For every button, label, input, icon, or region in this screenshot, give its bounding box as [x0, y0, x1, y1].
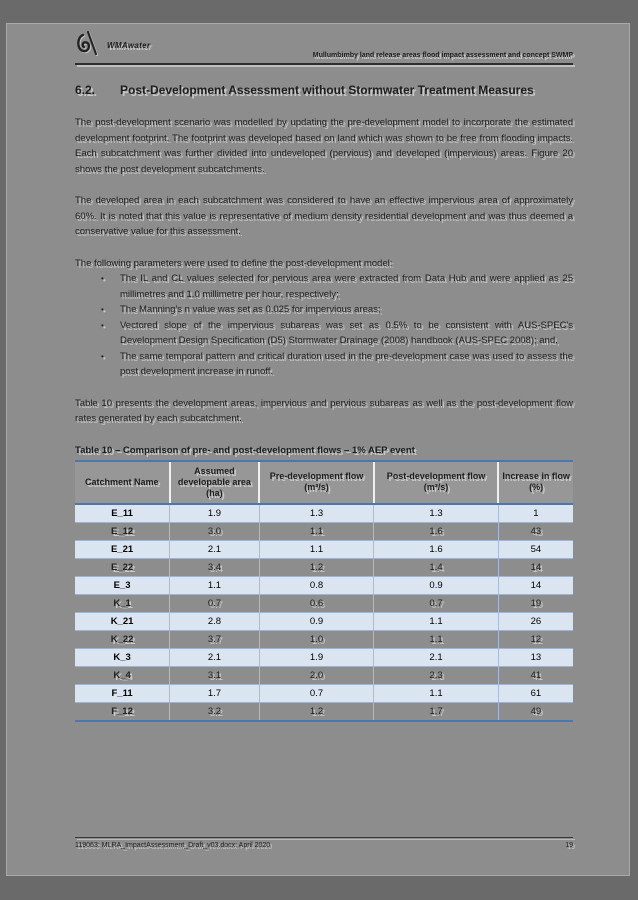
table-row [75, 576, 573, 594]
table-row [75, 666, 573, 684]
value-cell: 1.7 [170, 684, 260, 702]
column-header: Assumed developable area (ha) [170, 461, 260, 504]
wmawater-logo [75, 31, 150, 60]
value-cell: 1.2 [259, 702, 374, 721]
column-header: Pre-development flow (m³/s) [259, 461, 374, 504]
value-cell: 1.4 [374, 558, 499, 576]
table-header-row [75, 461, 573, 504]
section-title: Post-Development Assessment without Stormwater Treatment Measures [120, 83, 534, 97]
value-cell: 14 [498, 558, 573, 576]
value-cell: 1.1 [259, 522, 374, 540]
catchment-name-cell: E_22 [110, 561, 134, 573]
value-cell: 1.6 [374, 522, 499, 540]
value-cell: 1.2 [259, 558, 374, 576]
table-row [75, 612, 573, 630]
bullet-marker-icon: • [101, 351, 104, 361]
value-cell: 1.7 [374, 702, 499, 721]
value-cell: 3.2 [170, 702, 260, 721]
value-cell: 3.1 [170, 666, 260, 684]
value-cell: 26 [498, 612, 573, 630]
value-cell: 0.7 [374, 594, 499, 612]
value-cell: 2.0 [259, 666, 374, 684]
value-cell: 43 [498, 522, 573, 540]
value-cell: 1.3 [374, 504, 499, 523]
value-cell: 2.8 [170, 612, 260, 630]
catchment-name-cell: K_4 [113, 669, 131, 681]
bullet-marker-icon: • [101, 320, 104, 330]
value-cell: 41 [498, 666, 573, 684]
table-body [75, 504, 573, 721]
value-cell: 1.3 [259, 504, 374, 523]
value-cell: 1.9 [259, 648, 374, 666]
value-cell: 14 [498, 576, 573, 594]
page-footer [75, 837, 573, 850]
table-caption: Table 10 – Comparison of pre- and post-development flows – 1% AEP event [75, 444, 415, 456]
value-cell: 1.1 [170, 576, 260, 594]
catchment-name-cell: K_1 [113, 597, 131, 609]
paragraph-table-intro: Table 10 presents the development areas, impervious and pervious subareas as well as the post-development flow rates generated by each subcatchment. [75, 397, 573, 424]
value-cell: 0.7 [170, 594, 260, 612]
catchment-name-cell: E_12 [110, 525, 134, 537]
bullet-marker-icon: • [101, 305, 104, 314]
value-cell: 1.1 [374, 684, 499, 702]
footer-page-number: 19 [565, 842, 573, 849]
table-row [75, 648, 573, 666]
value-cell: 1.6 [374, 540, 499, 558]
paragraph-post-development-scenario: The post-development scenario was modelled by updating the pre-development model to incorporate the estimated development footprint. The footprint was developed based on land which was shown to be free from flooding impacts. Each subcatchment was further divided into undeveloped (pervious) and developed (impervious) areas. Figure 20 shows the post development subcatchments. [75, 117, 573, 175]
document-header-title: Mullumbimby land release areas flood impact assessment and concept SWMP [312, 52, 573, 59]
table-row [75, 594, 573, 612]
bullet-item [75, 271, 573, 302]
value-cell: 1 [498, 504, 573, 523]
catchment-name-cell: F_11 [75, 684, 170, 702]
value-cell: 2.1 [170, 540, 260, 558]
value-cell: 1.9 [170, 504, 260, 523]
paragraph-parameters-intro: The following parameters were used to define the post-development model: [75, 257, 393, 269]
table-row [75, 504, 573, 523]
table-row [75, 522, 573, 540]
parameter-bullet-list [75, 271, 573, 380]
bullet-text: The Manning's n value was set as 0.025 for impervious areas; [120, 304, 381, 315]
value-cell: 54 [498, 540, 573, 558]
paragraph-developed-area: The developed area in each subcatchment was considered to have an effective impervious area of approximately 60%. It is noted that this value is representative of medium density residential development and was thus deemed a conservative value for this assessment. [75, 195, 573, 237]
catchment-name-cell: E_21 [75, 540, 170, 558]
value-cell: 0.7 [259, 684, 374, 702]
catchment-name-cell: F_12 [75, 702, 170, 721]
bullet-text: Vectored slope of the impervious subareas was set as 0.5% to be consistent with AUS-SPEC's Development Design Specification (D5) Stormwater Drainage (2008) handbook (AUS-SPEC 2008); and, [120, 319, 573, 346]
logo-text: WMAwater [107, 41, 151, 50]
section-heading [75, 82, 573, 99]
header-rule [75, 63, 573, 65]
table-row [75, 702, 573, 721]
section-number: 6.2. [75, 83, 96, 97]
bullet-item [75, 318, 573, 349]
value-cell: 1.1 [374, 630, 499, 648]
logo-swirl-icon [75, 31, 105, 60]
value-cell: 1.1 [374, 612, 499, 630]
table-row [75, 630, 573, 648]
value-cell: 0.8 [259, 576, 374, 594]
bullet-item [75, 302, 573, 318]
bullet-item [75, 349, 573, 380]
value-cell: 3.7 [170, 630, 260, 648]
value-cell: 13 [498, 648, 573, 666]
column-header: Post-development flow (m³/s) [374, 461, 499, 504]
value-cell: 1.0 [259, 630, 374, 648]
value-cell: 0.9 [259, 612, 374, 630]
value-cell: 0.6 [259, 594, 374, 612]
value-cell: 2.3 [374, 666, 499, 684]
value-cell: 61 [498, 684, 573, 702]
bullet-marker-icon: • [101, 274, 104, 283]
value-cell: 3.4 [170, 558, 260, 576]
document-page [6, 23, 630, 876]
value-cell: 3.0 [170, 522, 260, 540]
bullet-text: The IL and CL values selected for pervious area were extracted from Data Hub and were applied as 25 millimetres and 1.0 millimetre per hour, respectively; [120, 273, 573, 300]
value-cell: 19 [498, 594, 573, 612]
catchment-name-cell: K_21 [75, 612, 170, 630]
footer-rule [75, 837, 573, 839]
value-cell: 2.1 [374, 648, 499, 666]
value-cell: 12 [498, 630, 573, 648]
flow-comparison-table [75, 460, 573, 722]
column-header: Catchment Name [75, 461, 170, 504]
catchment-name-cell: K_22 [110, 633, 134, 645]
table-row [75, 684, 573, 702]
table-row [75, 558, 573, 576]
value-cell: 49 [498, 702, 573, 721]
catchment-name-cell: K_3 [75, 648, 170, 666]
catchment-name-cell: E_3 [75, 576, 170, 594]
bullet-text: The same temporal pattern and critical duration used in the pre-development case was used to assess the post development increase in runoff. [120, 350, 573, 377]
footer-document-id: 119063: MLRA_ImpactAssessment_Draft_v03.docx: April 2020 [75, 842, 271, 849]
catchment-name-cell: E_11 [75, 504, 170, 523]
value-cell: 1.1 [259, 540, 374, 558]
table-row [75, 540, 573, 558]
value-cell: 0.9 [374, 576, 499, 594]
value-cell: 2.1 [170, 648, 260, 666]
page-header [75, 33, 573, 60]
column-header: Increase in flow (%) [498, 461, 573, 504]
